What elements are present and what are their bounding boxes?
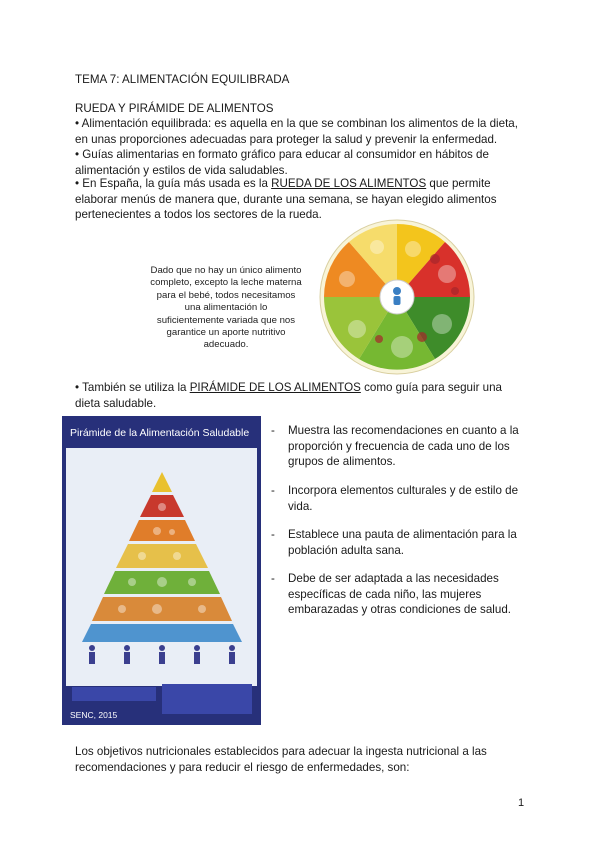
bullet4-text-end: como guía para seguir una dieta saludable. [75,381,503,410]
pyramid-poster-footer: SENC, 2015 [70,710,118,720]
bullet-food-guides: • Guías alimentarias en formato gráfico para educar al consumidor en hábitos de alimentación y estilos de vida saludables. [75,148,489,177]
pyramid-point-text: Muestra las recomendaciones en cuanto a la proporción y frecuencia de cada uno de los grupos de alimentos. [288,424,519,469]
pyramid-point-text: Incorpora elementos culturales y de estilo de vida. [288,484,519,513]
section-heading: RUEDA Y PIRÁMIDE DE ALIMENTOS [75,102,274,115]
food-pyramid-link[interactable]: PIRÁMIDE DE LOS ALIMENTOS [189,381,361,394]
document-title: TEMA 7: ALIMENTACIÓN EQUILIBRADA [75,73,290,86]
food-pyramid-graphic [62,416,261,725]
food-wheel-link[interactable]: RUEDA DE LOS ALIMENTOS [271,177,427,190]
list-dash: - [271,528,275,541]
list-dash: - [271,424,275,437]
bullet4-text-start: • También se utiliza la [75,381,190,394]
pyramid-point-text: Establece una pauta de alimentación para la población adulta sana. [288,528,517,557]
food-wheel-image [317,219,477,375]
bullet-food-pyramid [75,380,525,411]
page-number: 1 [518,797,525,809]
list-dash: - [271,484,275,497]
bullet-balanced-diet: • Alimentación equilibrada: es aquella en la que se combinan los alimentos de la dieta, en unas proporciones adecuadas para proteger la salud y prevenir la enfermedad. [75,117,518,146]
bullet-food-wheel [75,176,525,223]
bullet3-text-start: • En España, la guía más usada es la [75,177,272,190]
list-dash: - [271,572,275,585]
pyramid-poster-title: Pirámide de la Alimentación Saludable [70,427,250,439]
bullet3-text-end: que permite elaborar menús de manera que, durante una semana, se hayan elegido alimentos pertenecientes a todos los sectores de la rueda. [75,177,497,222]
objectives-paragraph: Los objetivos nutricionales establecidos para adecuar la ingesta nutricional a las recomendaciones y para reducir el riesgo de enfermedades, son: [75,745,487,774]
food-pyramid-image [62,416,261,725]
wheel-caption: Dado que no hay un único alimento completo, excepto la leche materna para el bebé, todos necesitamos una alimentación lo suficientemente variada que nos garantice un aporte nutritivo adecuado. [150,265,302,351]
pyramid-point-text: Debe de ser adaptada a las necesidades específicas de cada niño, las mujeres embarazadas y otras condiciones de salud. [288,572,511,617]
